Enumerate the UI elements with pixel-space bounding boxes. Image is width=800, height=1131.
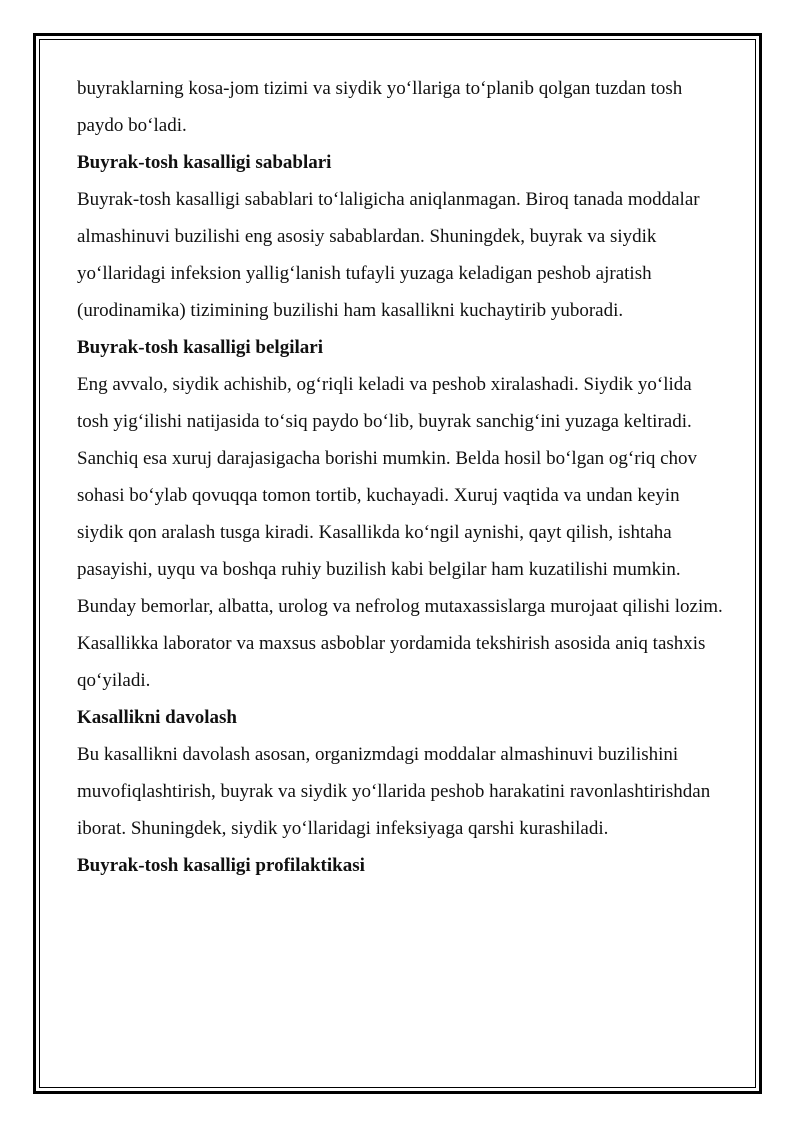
paragraph-intro-continued: buyraklarning kosa-jom tizimi va siydik yo‘llariga to‘planib qolgan tuzdan tosh paydo bo‘ladi. (77, 78, 683, 136)
heading-symptoms: Buyrak-tosh kasalligi belgilari (77, 337, 323, 358)
paragraph-treatment: Bu kasallikni davolash asosan, organizmdagi moddalar almashinuvi buzilishini muvofiqlashtirish, buyrak va siydik yo‘llarida peshob harakatini ravonlashtirishdan iborat. Shuningdek, siydik yo‘llaridagi infeksiyaga qarshi kurashiladi. (77, 744, 711, 839)
heading-prevention: Buyrak-tosh kasalligi profilaktikasi (77, 855, 365, 876)
paragraph-symptoms: Eng avvalo, siydik achishib, og‘riqli keladi va peshob xiralashadi. Siydik yo‘lida tosh yig‘ilishi natijasida to‘siq paydo bo‘lib, buyrak sanchig‘ini yuzaga keltiradi. Sanchiq esa xuruj darajasigacha borishi mumkin. Belda hosil bo‘lgan og‘riq chov sohasi bo‘ylab qovuqqa tomon tortib, kuchayadi. Xuruj vaqtida va undan keyin siydik qon aralash tusga kiradi. Kasallikda ko‘ngil aynishi, qayt qilish, ishtaha pasayishi, uyqu va boshqa ruhiy buzilish kabi belgilar ham kuzatilishi mumkin. Bunday bemorlar, albatta, urolog va nefrolog mutaxassislarga murojaat qilishi lozim. Kasallikka laborator va maxsus asboblar yordamida tekshirish asosida aniq tashxis qo‘yiladi. (77, 374, 723, 691)
document-body (77, 70, 727, 884)
paragraph-causes: Buyrak-tosh kasalligi sabablari to‘laligicha aniqlanmagan. Biroq tanada moddalar almashinuvi buzilishi eng asosiy sabablardan. Shuningdek, buyrak va siydik yo‘llaridagi infeksion yallig‘lanish tufayli yuzaga keladigan peshob ajratish (urodinamika) tizimining buzilishi ham kasallikni kuchaytirib yuboradi. (77, 189, 700, 321)
heading-causes: Buyrak-tosh kasalligi sabablari (77, 152, 332, 173)
heading-treatment: Kasallikni davolash (77, 707, 237, 728)
